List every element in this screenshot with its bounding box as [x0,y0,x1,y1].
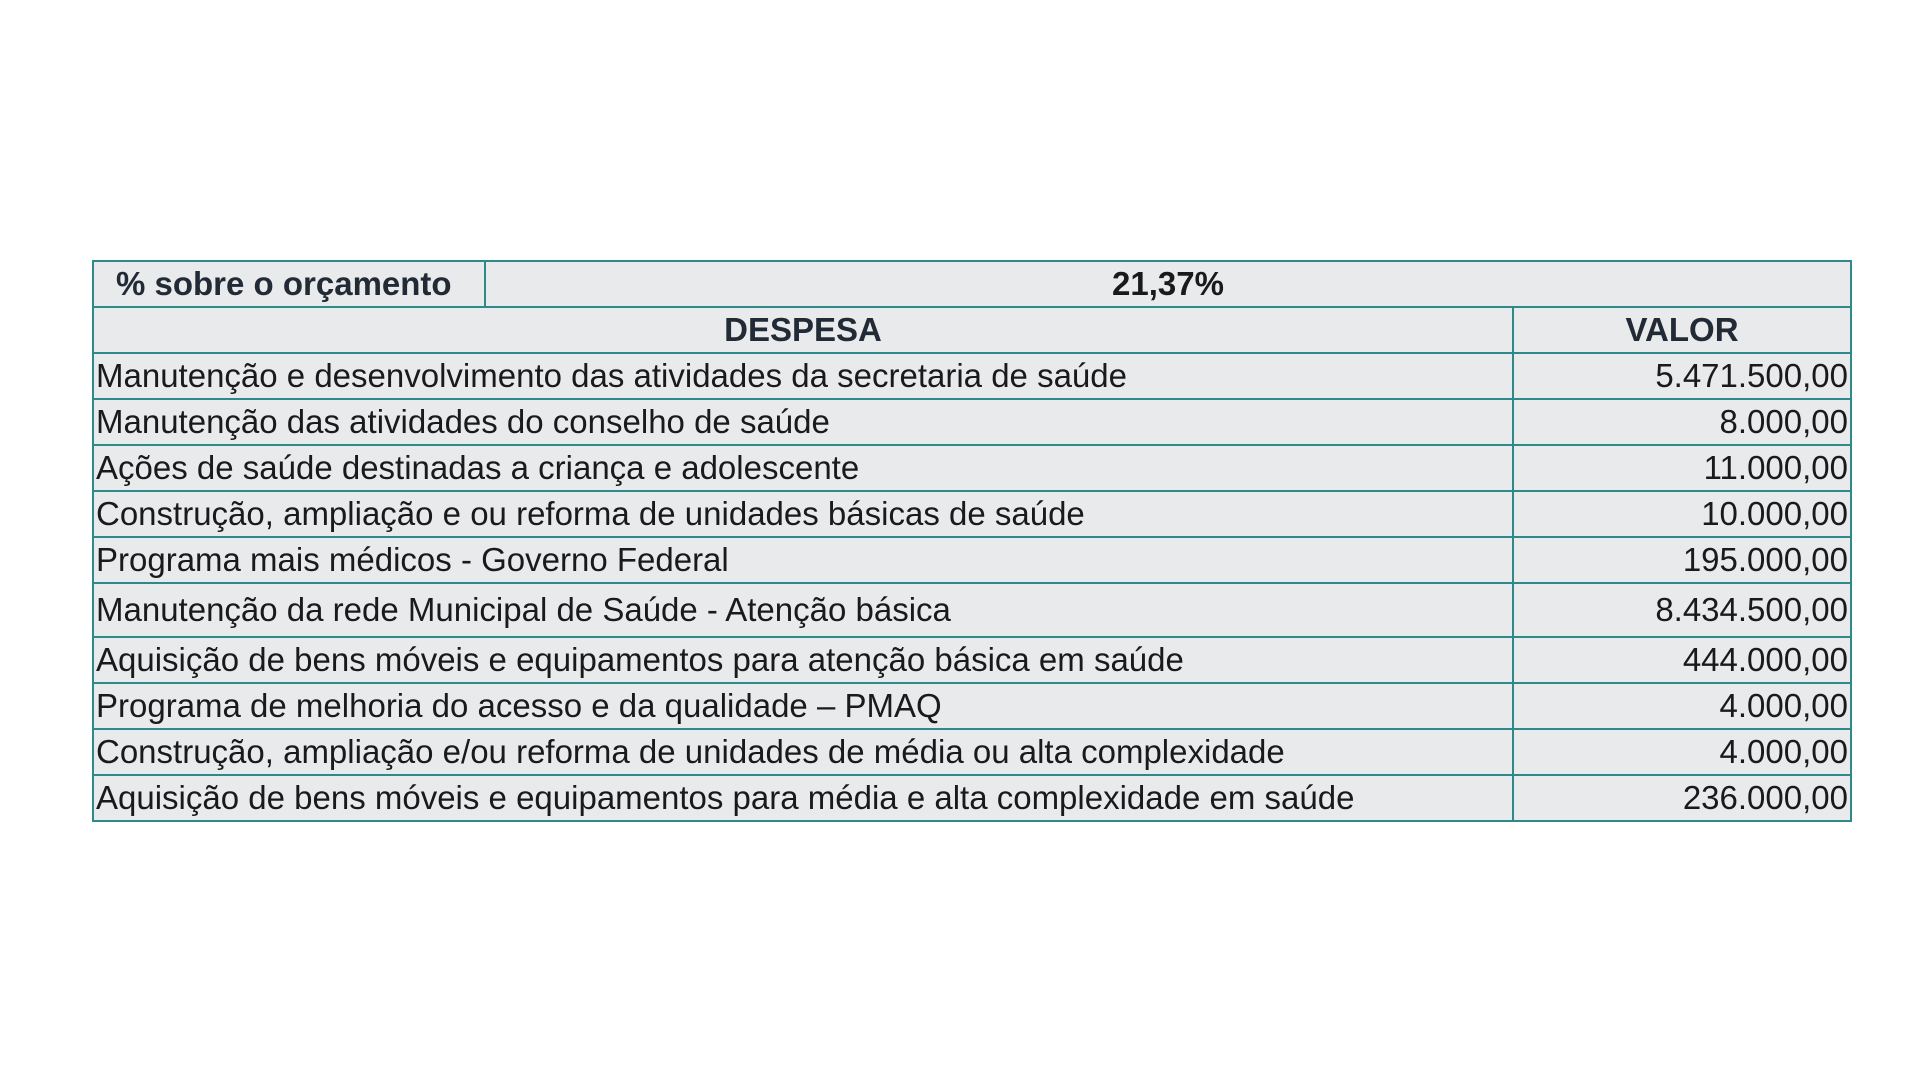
table-row [93,729,1851,775]
expense-value: 10.000,00 [1513,491,1851,537]
table-row [93,353,1851,399]
expense-description: Programa de melhoria do acesso e da qualidade – PMAQ [93,683,1513,729]
table-row [93,637,1851,683]
table-row [93,491,1851,537]
budget-percentage-value: 21,37% [485,261,1851,307]
expense-description: Manutenção da rede Municipal de Saúde - Atenção básica [93,583,1513,637]
expense-description: Aquisição de bens móveis e equipamentos para média e alta complexidade em saúde [93,775,1513,821]
budget-table-container [92,260,1850,822]
expense-value: 5.471.500,00 [1513,353,1851,399]
table-row [93,683,1851,729]
table-row [93,775,1851,821]
expense-value: 4.000,00 [1513,729,1851,775]
expense-value: 195.000,00 [1513,537,1851,583]
expense-description: Ações de saúde destinadas a criança e adolescente [93,445,1513,491]
table-row [93,399,1851,445]
expense-description: Aquisição de bens móveis e equipamentos para atenção básica em saúde [93,637,1513,683]
column-header-valor: VALOR [1513,307,1851,353]
expense-description: Construção, ampliação e/ou reforma de unidades de média ou alta complexidade [93,729,1513,775]
expense-description: Construção, ampliação e ou reforma de unidades básicas de saúde [93,491,1513,537]
table-row [93,583,1851,637]
expense-value: 444.000,00 [1513,637,1851,683]
expense-description: Manutenção e desenvolvimento das atividades da secretaria de saúde [93,353,1513,399]
health-expenses-table [92,260,1852,822]
column-header-despesa: DESPESA [93,307,1513,353]
summary-row [93,261,1851,307]
table-row [93,445,1851,491]
expense-description: Manutenção das atividades do conselho de saúde [93,399,1513,445]
budget-percentage-label: % sobre o orçamento [93,261,485,307]
expense-value: 8.434.500,00 [1513,583,1851,637]
expense-value: 236.000,00 [1513,775,1851,821]
expense-value: 8.000,00 [1513,399,1851,445]
expense-value: 11.000,00 [1513,445,1851,491]
expense-description: Programa mais médicos - Governo Federal [93,537,1513,583]
table-row [93,537,1851,583]
expense-value: 4.000,00 [1513,683,1851,729]
header-row [93,307,1851,353]
